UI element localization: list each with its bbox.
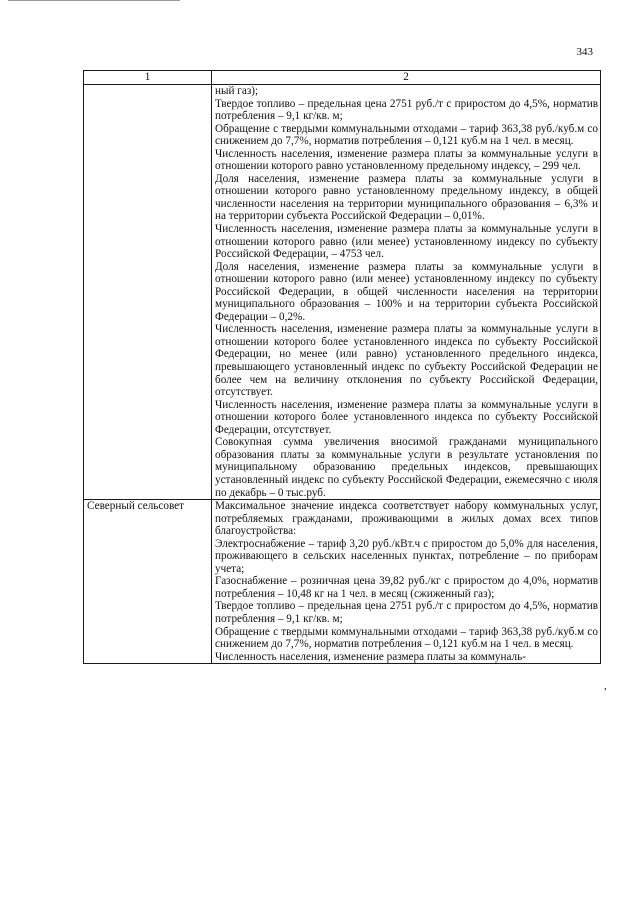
page-number: 343 xyxy=(576,46,593,58)
paragraph: Численность населения, изменение размера платы за коммунальные услуги в отношении которого равно установленному предельному индексу, – 299 чел. xyxy=(215,147,598,173)
paragraph: Доля населения, изменение размера платы за коммунальные услуги в отношении которого равно установленному предельному индексу, в общей численности населения на территории муниципального образования – 6,3% и на территории субъекта Российской Федерации – 0,01%. xyxy=(215,172,598,223)
table-row xyxy=(84,85,601,500)
document-table xyxy=(83,70,601,664)
region-name-cell xyxy=(84,85,212,500)
region-name-cell: Северный сельсовет xyxy=(84,500,212,664)
paragraph: Обращение с твердыми коммунальными отходами – тариф 363,38 руб./куб.м со снижением до 7,7%, норматив потребления – 0,121 куб.м на 1 чел. в месяц. xyxy=(215,625,598,651)
paragraph: Совокупная сумма увеличения вносимой гражданами муниципального образования платы за коммунальные услуги в результате установления по муниципальному образованию предельных индексов, превышающих установленный индекс по субъекту Российской Федерации, ежемесячно с июля по декабрь – 0 тыс.руб. xyxy=(215,436,598,499)
table-header-row xyxy=(84,71,601,85)
description-cell xyxy=(212,500,601,664)
margin-mark: , xyxy=(604,680,607,692)
scan-edge-line xyxy=(8,0,180,1)
paragraph: Электроснабжение – тариф 3,20 руб./кВт.ч с приростом до 5,0% для населения, проживающего в сельских населенных пунктах, потребление – по приборам учета; xyxy=(215,537,598,575)
paragraph: Твердое топливо – предельная цена 2751 руб./т с приростом до 4,5%, норматив потребления – 9,1 кг/кв. м; xyxy=(215,600,598,625)
paragraph: Численность населения, изменение размера платы за коммунальные услуги в отношении которого более установленного индекса по субъекту Российской Федерации, но менее (или равно) установленного предельного индекса, превышающего установленный индекс по субъекту Российской Федерации не более чем на величину отклонения по субъекту Российской Федерации, отсутствует. xyxy=(215,323,598,399)
description-cell xyxy=(212,85,601,500)
paragraph: Газоснабжение – розничная цена 39,82 руб./кг с приростом до 4,0%, норматив потребления – 10,48 кг на 1 чел. в месяц (сжиженный газ); xyxy=(215,575,598,600)
paragraph: Численность населения, изменение размера платы за коммунальные услуги в отношении которого более установленного индекса по субъекту Российской Федерации, отсутствует. xyxy=(215,398,598,436)
column-header-1: 1 xyxy=(84,71,212,85)
paragraph: Доля населения, изменение размера платы за коммунальные услуги в отношении которого равно (или менее) установленному индексу по субъекту Российской Федерации, в общей численности населения на территории муниципального образования – 100% и на территории субъекта Российской Федерации – 0,2%. xyxy=(215,260,598,323)
paragraph: Твердое топливо – предельная цена 2751 руб./т с приростом до 4,5%, норматив потребления – 9,1 кг/кв. м; xyxy=(215,97,598,123)
paragraph: ный газ); xyxy=(215,85,259,97)
table-row xyxy=(84,500,601,664)
paragraph: Обращение с твердыми коммунальными отходами – тариф 363,38 руб./куб.м со снижением до 7,7%, норматив потребления – 0,121 куб.м на 1 чел. в месяц. xyxy=(215,122,598,148)
paragraph: Максимальное значение индекса соответствует набору коммунальных услуг, потребляемых гражданами, проживающими в жилых домах всех типов благоустройства: xyxy=(215,500,598,538)
column-header-2: 2 xyxy=(212,71,601,85)
paragraph: Численность населения, изменение размера платы за коммуналь- xyxy=(215,650,526,663)
paragraph: Численность населения, изменение размера платы за коммунальные услуги в отношении которого равно (или менее) установленному индексу по субъекту Российской Федерации, – 4753 чел. xyxy=(215,223,598,261)
